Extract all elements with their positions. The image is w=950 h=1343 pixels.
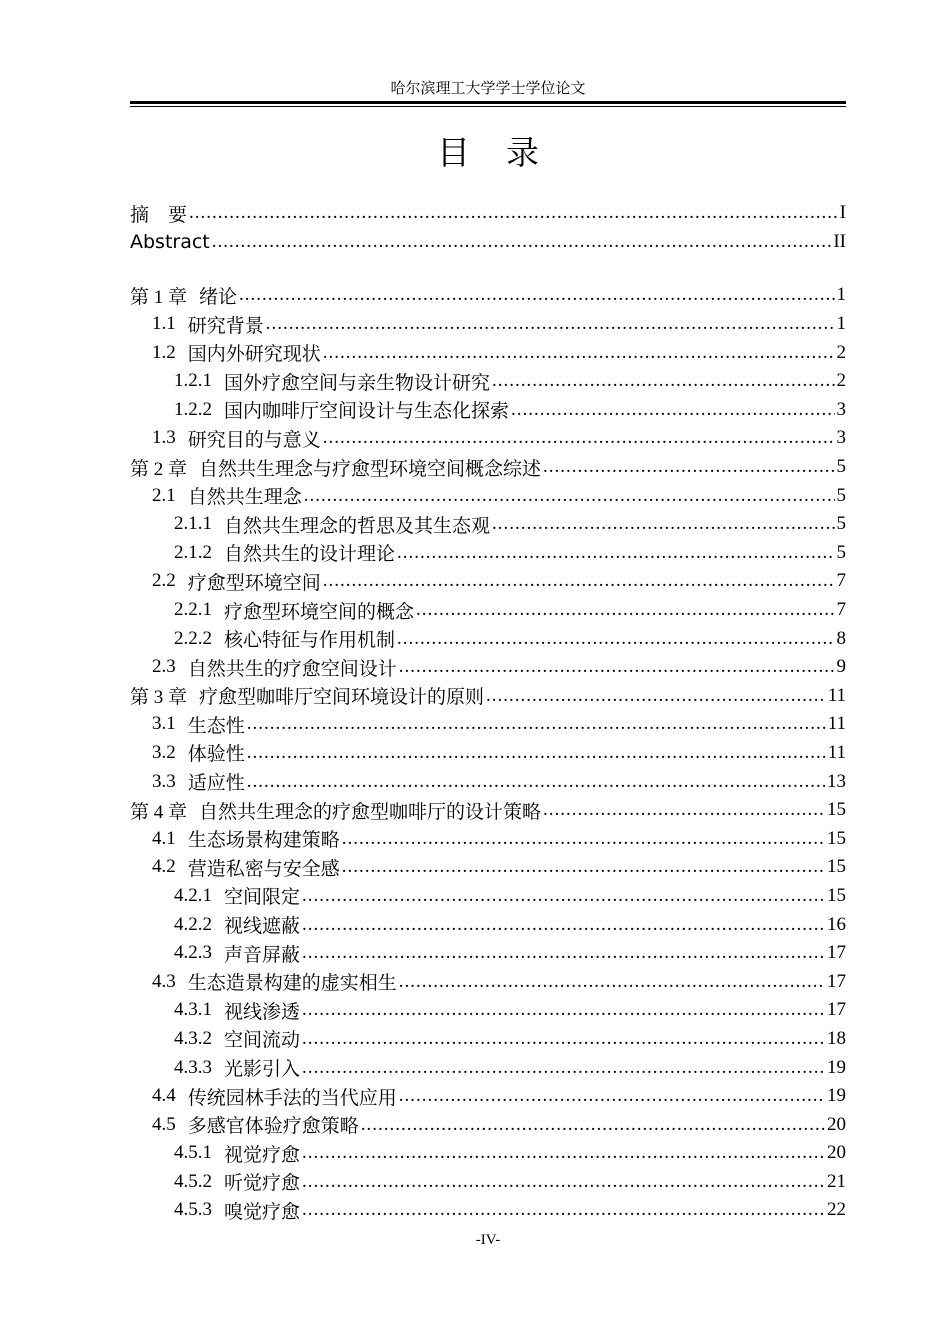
toc-entry[interactable] — [130, 1053, 846, 1082]
toc-dot-leader — [302, 1057, 825, 1079]
header-rule-thin — [130, 106, 846, 107]
toc-entry-title: 研究目的与意义 — [187, 428, 321, 451]
toc-entry[interactable] — [130, 310, 846, 339]
toc-entry-title: 疗愈型环境空间的概念 — [224, 600, 415, 623]
toc-entry[interactable] — [130, 1110, 846, 1139]
toc-entry-page: 22 — [827, 1199, 846, 1221]
toc-dot-leader — [397, 628, 834, 650]
toc-dot-leader — [302, 942, 825, 964]
toc-entry-title: 视线渗透 — [224, 1000, 301, 1023]
toc-entry-page: 17 — [827, 970, 846, 992]
toc-entry-title: 自然共生理念的哲思及其生态观 — [224, 514, 491, 537]
toc-entry-number: 第 1 章 — [130, 286, 188, 308]
toc-entry-title: 视线遮蔽 — [224, 915, 301, 938]
toc-entry-page: 17 — [827, 999, 846, 1021]
toc-entry-page: 3 — [836, 398, 846, 420]
toc-entry-title: 国内咖啡厅空间设计与生态化探索 — [224, 400, 510, 423]
toc-entry[interactable] — [130, 796, 846, 825]
toc-entry[interactable] — [130, 653, 846, 682]
toc-entry-number: 2.2 — [152, 570, 176, 592]
toc-entry-title: 生态性 — [187, 714, 245, 737]
toc-dot-leader — [239, 284, 834, 306]
toc-entry-number: 1.2 — [152, 341, 176, 363]
toc-entry-number: 4.2.1 — [174, 884, 212, 906]
toc-entry-page: 18 — [827, 1027, 846, 1049]
toc-entry-page: 11 — [827, 713, 846, 735]
toc-entry-number: 1.2.1 — [174, 370, 212, 392]
toc-entry-page: 11 — [827, 741, 846, 763]
toc-entry-page: 5 — [836, 484, 846, 506]
toc-entry-number: 3.2 — [152, 741, 176, 763]
toc-entry[interactable] — [130, 1139, 846, 1168]
toc-dot-leader — [266, 313, 835, 335]
toc-entry[interactable] — [130, 1025, 846, 1054]
toc-entry-page: 9 — [836, 656, 846, 678]
toc-dot-leader — [399, 1085, 825, 1107]
toc-entry[interactable] — [130, 1196, 846, 1225]
running-header: 哈尔滨理工大学学士学位论文 — [390, 79, 586, 97]
toc-entry-number: 2.1 — [152, 484, 176, 506]
toc-entry-number: 1.1 — [152, 313, 176, 335]
toc-entry[interactable] — [130, 624, 846, 653]
toc-entry-title: 体验性 — [187, 743, 245, 766]
toc-dot-leader — [486, 685, 826, 707]
toc-entry-number: 第 2 章 — [130, 458, 188, 480]
toc-entry-page: 16 — [827, 913, 846, 935]
page-number: -IV- — [475, 1232, 501, 1248]
toc-entry-number: 4.5.1 — [174, 1142, 212, 1164]
toc-entry-title: 嗅觉疗愈 — [224, 1200, 301, 1223]
toc-entry-number: 4.2 — [152, 856, 176, 878]
toc-dot-leader — [302, 885, 825, 907]
toc-entry-title: 自然共生的设计理论 — [224, 543, 396, 566]
toc-entry-title: 疗愈型环境空间 — [187, 571, 321, 594]
toc-entry-page: 7 — [836, 599, 846, 621]
toc-dot-leader — [492, 370, 834, 392]
toc-dot-leader — [416, 599, 834, 621]
toc-dot-leader — [323, 342, 835, 364]
toc-dot-leader — [247, 713, 826, 735]
toc-entry[interactable] — [130, 996, 846, 1025]
toc-dot-leader — [323, 427, 835, 449]
toc-entry-number: 4.3.1 — [174, 999, 212, 1021]
toc-entry-page: II — [833, 230, 846, 252]
toc-entry-number: 4.5.3 — [174, 1199, 212, 1221]
toc-entry-title: 空间流动 — [224, 1029, 301, 1052]
toc-dot-leader — [302, 1199, 825, 1221]
toc-entry[interactable] — [130, 710, 846, 739]
toc-entry[interactable] — [130, 910, 846, 939]
toc-entry[interactable] — [130, 481, 846, 510]
toc-entry-page: 13 — [827, 770, 846, 792]
toc-entry[interactable] — [130, 739, 846, 768]
toc-dot-leader — [342, 856, 825, 878]
toc-entry-number: 4.2.2 — [174, 913, 212, 935]
toc-entry-title: 国外疗愈空间与亲生物设计研究 — [224, 371, 491, 394]
toc-entry-number: 4.3 — [152, 970, 176, 992]
toc-entry-number: 4.3.3 — [174, 1056, 212, 1078]
toc-dot-leader — [399, 971, 825, 993]
toc-entry-title: 核心特征与作用机制 — [224, 629, 396, 652]
toc-entry-page: 15 — [827, 799, 846, 821]
toc-entry-number: 第 4 章 — [130, 801, 188, 823]
toc-entry-title: 国内外研究现状 — [187, 343, 321, 366]
toc-entry-title: 摘 要 — [130, 203, 188, 226]
toc-dot-leader — [212, 231, 832, 253]
toc-entry-page: 15 — [827, 827, 846, 849]
toc-entry[interactable] — [130, 967, 846, 996]
toc-dot-leader — [492, 513, 834, 535]
toc-dot-leader — [302, 1028, 825, 1050]
toc-dot-leader — [323, 570, 835, 592]
toc-dot-leader — [302, 1171, 825, 1193]
header-rule-thick — [130, 101, 846, 104]
toc-entry-title: 空间限定 — [224, 886, 301, 909]
toc-entry-page: 3 — [836, 427, 846, 449]
toc-dot-leader — [247, 742, 826, 764]
toc-dot-leader — [302, 914, 825, 936]
toc-entry[interactable] — [130, 567, 846, 596]
toc-entry-title: 生态造景构建的虚实相生 — [187, 972, 397, 995]
toc-dot-leader — [302, 999, 825, 1021]
toc-entry-page: I — [839, 202, 846, 224]
toc-entry-number: 2.2.2 — [174, 627, 212, 649]
toc-entry[interactable] — [130, 882, 846, 911]
toc-dot-leader — [543, 456, 834, 478]
toc-entry-page: 11 — [827, 684, 846, 706]
toc-dot-leader — [361, 1114, 825, 1136]
toc-entry-page: 5 — [836, 541, 846, 563]
toc-entry-number: 2.1.2 — [174, 541, 212, 563]
toc-entry-number: 2.1.1 — [174, 513, 212, 535]
toc-entry[interactable] — [130, 853, 846, 882]
toc-entry-number: 4.3.2 — [174, 1027, 212, 1049]
toc-entry-number: 4.5.2 — [174, 1170, 212, 1192]
toc-entry-title: 自然共生理念与疗愈型环境空间概念综述 — [199, 457, 542, 480]
toc-entry-page: 1 — [836, 284, 846, 306]
toc-entry-page: 15 — [827, 884, 846, 906]
toc-entry-number: 3.3 — [152, 770, 176, 792]
toc-entry-title: 视觉疗愈 — [224, 1143, 301, 1166]
toc-entry[interactable] — [130, 396, 846, 425]
toc-entry-number: 2.3 — [152, 656, 176, 678]
toc-entry-title: 多感官体验疗愈策略 — [187, 1115, 359, 1138]
toc-entry-page: 1 — [836, 313, 846, 335]
toc-dot-leader — [511, 399, 834, 421]
toc-entry-title: 生态场景构建策略 — [187, 829, 340, 852]
toc-entry-number: 4.4 — [152, 1085, 176, 1107]
toc-entry-number: 4.5 — [152, 1113, 176, 1135]
toc-entry-title: 自然共生的疗愈空间设计 — [187, 657, 397, 680]
toc-dot-leader — [397, 542, 834, 564]
toc-entry-page: 2 — [836, 341, 846, 363]
toc-entry[interactable] — [130, 338, 846, 367]
toc-entry[interactable] — [130, 1082, 846, 1111]
toc-entry-page: 15 — [827, 856, 846, 878]
toc-entry[interactable] — [130, 199, 846, 228]
toc-entry-title: 绪论 — [199, 285, 238, 308]
toc-dot-leader — [304, 485, 835, 507]
toc-entry-title: Abstract — [130, 230, 210, 253]
toc-entry-title: 适应性 — [187, 772, 245, 795]
toc-entry-page: 2 — [836, 370, 846, 392]
toc-entry-title: 听觉疗愈 — [224, 1172, 301, 1195]
toc-entry[interactable] — [130, 281, 846, 310]
toc-entry-number: 3.1 — [152, 713, 176, 735]
toc-entry-title: 营造私密与安全感 — [187, 857, 340, 880]
toc-entry-number: 4.1 — [152, 827, 176, 849]
toc-entry-page: 20 — [827, 1113, 846, 1135]
toc-entry-title: 自然共生理念的疗愈型咖啡厅的设计策略 — [199, 800, 542, 823]
toc-entry-number: 2.2.1 — [174, 599, 212, 621]
toc-entry-title: 自然共生理念 — [187, 486, 302, 509]
toc-entry[interactable] — [130, 228, 846, 257]
toc-dot-leader — [342, 828, 825, 850]
toc-entry-title: 光影引入 — [224, 1058, 301, 1081]
toc-dot-leader — [247, 771, 825, 793]
toc-entry-number: 1.3 — [152, 427, 176, 449]
toc-dot-leader — [189, 202, 838, 224]
toc-entry-title: 声音屏蔽 — [224, 943, 301, 966]
toc-entry-page: 7 — [836, 570, 846, 592]
toc-entry[interactable] — [130, 367, 846, 396]
toc-entry-page: 20 — [827, 1142, 846, 1164]
toc-dot-leader — [543, 799, 825, 821]
toc-entry[interactable] — [130, 939, 846, 968]
toc-entry-number: 第 3 章 — [130, 687, 188, 709]
toc-entry-number: 1.2.2 — [174, 398, 212, 420]
toc-entry[interactable] — [130, 824, 846, 853]
toc-dot-leader — [399, 656, 835, 678]
toc-entry-page: 5 — [836, 456, 846, 478]
toc-entry[interactable] — [130, 1168, 846, 1197]
toc-entry-page: 21 — [827, 1170, 846, 1192]
toc-entry[interactable] — [130, 510, 846, 539]
toc-entry-title: 传统园林手法的当代应用 — [187, 1086, 397, 1109]
toc-entry-title: 研究背景 — [187, 314, 264, 337]
toc-entry[interactable] — [130, 596, 846, 625]
toc-entry[interactable] — [130, 767, 846, 796]
toc-entry-page: 19 — [827, 1085, 846, 1107]
toc-entry[interactable] — [130, 682, 846, 711]
toc-entry-page: 17 — [827, 942, 846, 964]
toc-title: 目录 — [437, 133, 575, 172]
toc-entry-title: 疗愈型咖啡厅空间环境设计的原则 — [199, 686, 485, 709]
toc-dot-leader — [302, 1142, 825, 1164]
toc-entry-page: 5 — [836, 513, 846, 535]
toc-entry-page: 8 — [836, 627, 846, 649]
toc-entry[interactable] — [130, 424, 846, 453]
toc-entry-number: 4.2.3 — [174, 942, 212, 964]
toc-entry-page: 19 — [827, 1056, 846, 1078]
table-of-contents — [130, 199, 846, 1225]
toc-entry[interactable] — [130, 453, 846, 482]
toc-entry[interactable] — [130, 539, 846, 568]
